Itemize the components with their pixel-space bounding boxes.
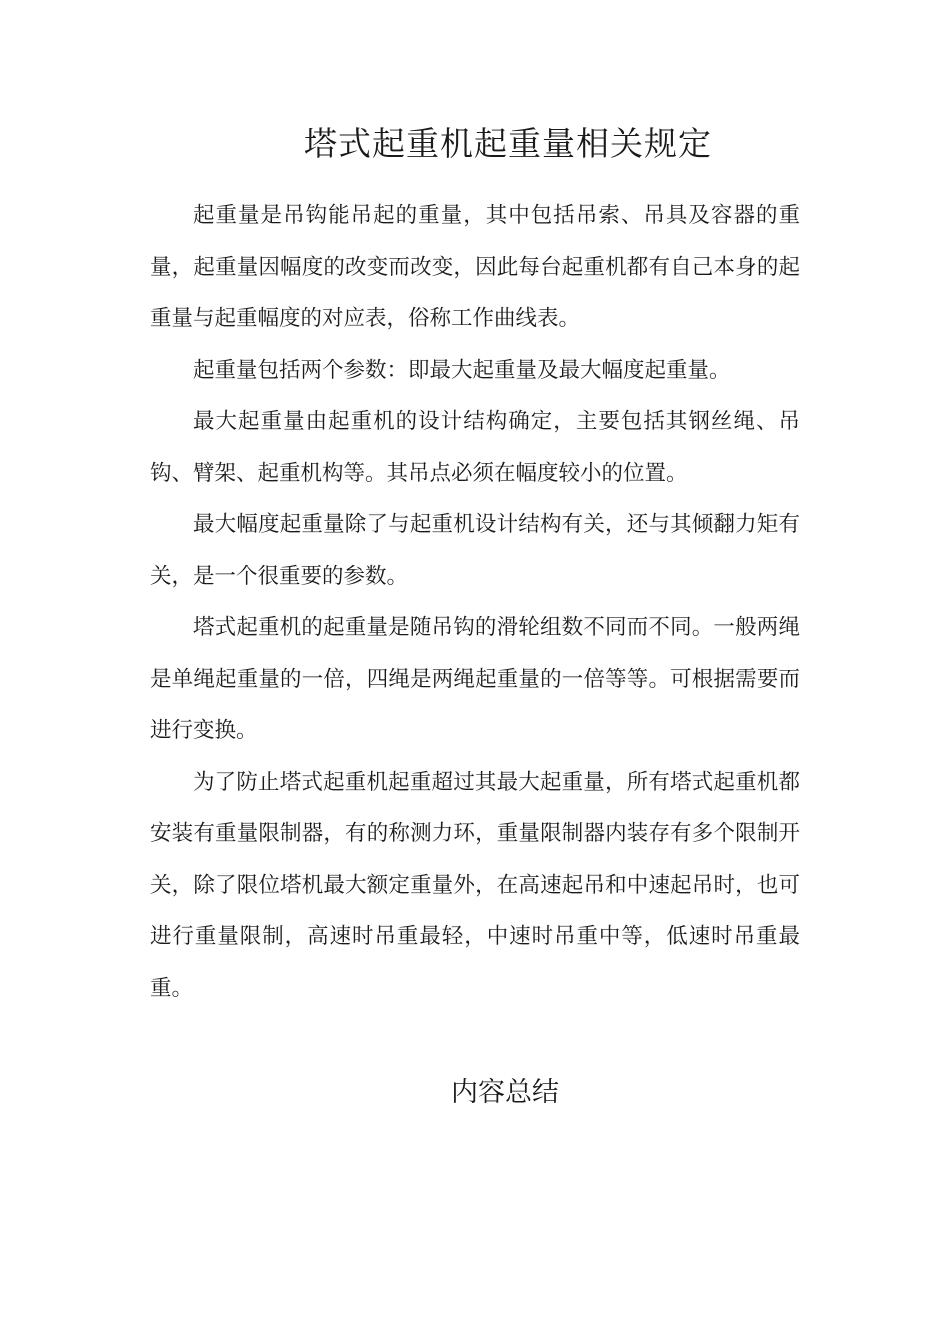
paragraph-6: 为了防止塔式起重机起重超过其最大起重量，所有塔式起重机都安装有重量限制器，有的称测力环，重量限制器内装存有多个限制开关，除了限位塔机最大额定重量外，在高速起吊和中速起吊时，也可进行重量限制，高速时吊重最轻，中速时吊重中等，低速时吊重最重。 [150,769,800,1001]
document-body [150,190,800,1014]
paragraph-5: 塔式起重机的起重量是随吊钩的滑轮组数不同而不同。一般两绳是单绳起重量的一倍，四绳是两绳起重量的一倍等等。可根据需要而进行变换。 [150,615,800,743]
summary-heading: 内容总结 [451,1077,559,1108]
paragraph-4: 最大幅度起重量除了与起重机设计结构有关，还与其倾翻力矩有关，是一个很重要的参数。 [150,512,800,589]
paragraph-3: 最大起重量由起重机的设计结构确定，主要包括其钢丝绳、吊钩、臂架、起重机构等。其吊点必须在幅度较小的位置。 [150,409,800,486]
page-title: 塔式起重机起重量相关规定 [304,124,712,163]
paragraph-1: 起重量是吊钩能吊起的重量，其中包括吊索、吊具及容器的重量，起重量因幅度的改变而改变，因此每台起重机都有自己本身的起重量与起重幅度的对应表，俗称工作曲线表。 [150,203,800,331]
paragraph-2: 起重量包括两个参数：即最大起重量及最大幅度起重量。 [193,357,731,383]
